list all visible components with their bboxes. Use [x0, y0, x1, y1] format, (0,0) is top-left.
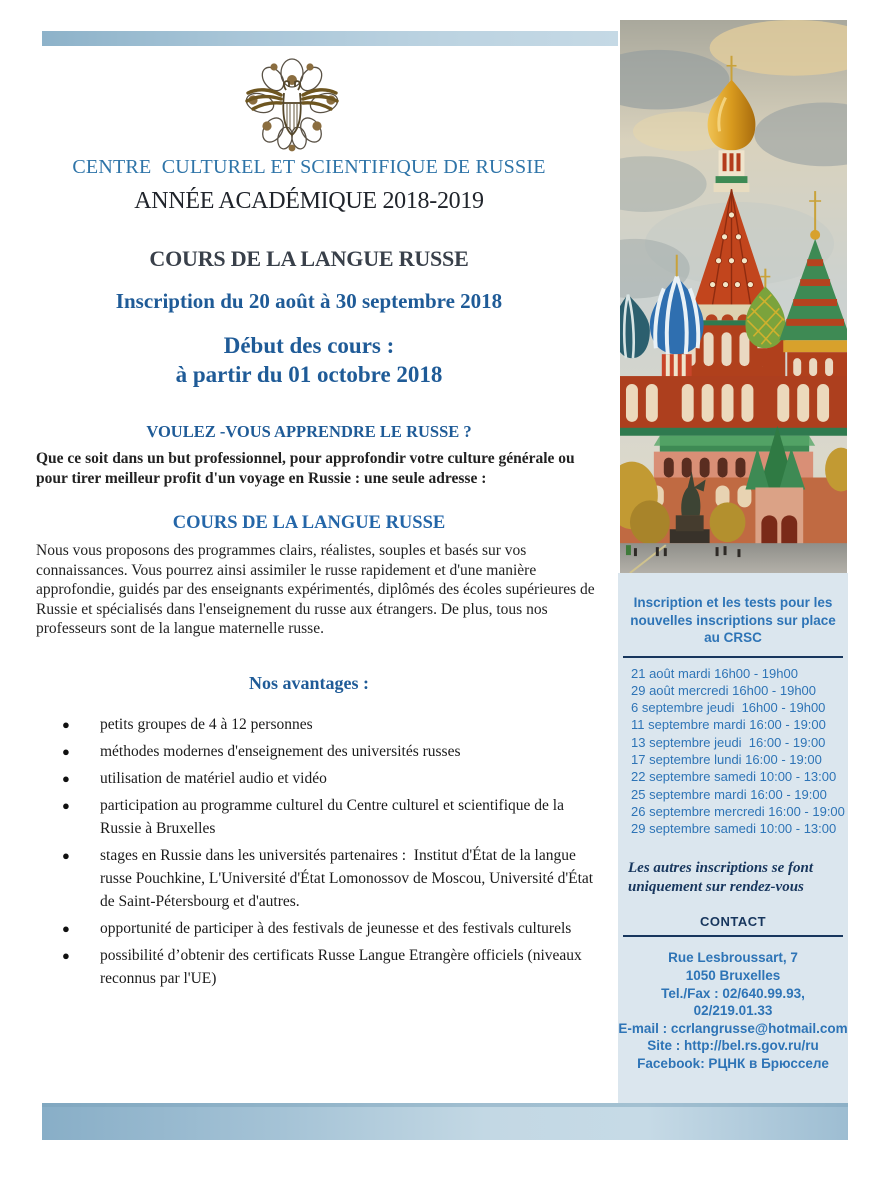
course-start-line2: à partir du 01 octobre 2018	[175, 362, 443, 387]
list-item: ● possibilité d’obtenir des certificats Russe Langue Etrangère officiels (niveaux reconnus par l'UE)	[60, 944, 608, 990]
bullet-icon: ●	[62, 948, 70, 963]
bullet-icon: ●	[62, 921, 70, 936]
list-item: ● participation au programme culturel du Centre culturel et scientifique de la Russie à Bruxelles	[60, 794, 608, 840]
schedule-entry: 6 septembre jeudi 16h00 - 19h00	[631, 700, 826, 716]
bottom-accent-bar	[42, 1103, 848, 1140]
st-basils-cathedral-photo	[620, 20, 847, 573]
appointment-note: Les autres inscriptions se font uniquement sur rendez-vous	[628, 860, 814, 896]
schedule-title: Inscription et les tests pour les nouvelles inscriptions sur place au CRSC	[630, 595, 836, 645]
course-title: COURS DE LA LANGUE RUSSE	[149, 246, 469, 271]
advantages-list	[60, 713, 608, 994]
contact-facebook: Facebook: РЦНК в Брюсселе	[637, 1056, 829, 1072]
advantages-heading: Nos avantages :	[249, 673, 369, 693]
list-item: ● utilisation de matériel audio et vidéo	[60, 767, 608, 790]
contact-phone-line2: 02/219.01.33	[693, 1003, 773, 1019]
contact-heading: CONTACT	[699, 914, 767, 930]
schedule-entry: 29 août mercredi 16h00 - 19h00	[631, 682, 817, 698]
bullet-icon: ●	[62, 848, 70, 863]
contact-info	[618, 949, 848, 1072]
bullet-icon: ●	[62, 798, 70, 813]
bullet-icon: ●	[62, 717, 70, 732]
organization-title: CENTRE CULTUREL ET SCIENTIFIQUE DE RUSSIE	[72, 156, 546, 178]
list-item: ● petits groupes de 4 à 12 personnes	[60, 713, 608, 736]
double-eagle-emblem-logo	[240, 56, 344, 156]
list-item: ● stages en Russie dans les universités partenaires : Institut d'État de la langue russe Pouchkine, L'Université d'État Lomonossov de Moscou, Université d'État de Saint-Pétersbourg et d'autres.	[60, 844, 608, 913]
top-accent-bar	[42, 31, 618, 46]
schedule-entry: 17 septembre lundi 16:00 - 19:00	[631, 751, 822, 767]
schedule-entry: 22 septembre samedi 10:00 - 13:00	[631, 769, 837, 785]
schedule-entry: 13 septembre jeudi 16:00 - 19:00	[631, 734, 826, 750]
contact-email: E-mail : ccrlangrusse@hotmail.com	[618, 1020, 848, 1036]
course-start-line1: Début des cours :	[223, 333, 395, 358]
question-heading: VOULEZ -VOUS APPRENDRE LE RUSSE ?	[146, 422, 472, 441]
schedule-entry: 26 septembre mercredi 16:00 - 19:00	[631, 803, 845, 819]
inscription-period: Inscription du 20 août à 30 septembre 2018	[115, 289, 503, 313]
schedule-entry: 11 septembre mardi 16:00 - 19:00	[631, 717, 826, 733]
description-paragraph: Nous vous proposons des programmes clairs, réalistes, souples et basés sur vos connaissances. Vous pourrez ainsi assimiler le russe rapidement et d'une manière approfondie, guidés par des enseignants expérimentés, diplômés des écoles supérieures de Russie et spécialisés dans l'enseignement du russe aux étrangers. De plus, tous nos professeurs sont de la langue maternelle russe.	[36, 542, 595, 637]
registration-info-panel	[618, 573, 848, 1103]
bullet-icon: ●	[62, 771, 70, 786]
contact-website: Site : http://bel.rs.gov.ru/ru	[647, 1038, 819, 1054]
schedule-list	[631, 665, 848, 838]
list-item: ● méthodes modernes d'enseignement des universités russes	[60, 740, 608, 763]
schedule-entry: 25 septembre mardi 16:00 - 19:00	[631, 786, 827, 802]
divider	[623, 935, 843, 937]
bullet-icon: ●	[62, 744, 70, 759]
academic-year-title: ANNÉE ACADÉMIQUE 2018-2019	[134, 188, 484, 214]
contact-phone-line1: Tel./Fax : 02/640.99.93,	[661, 985, 805, 1001]
course-title-repeat: COURS DE LA LANGUE RUSSE	[172, 513, 446, 533]
schedule-entry: 29 septembre samedi 10:00 - 13:00	[631, 821, 837, 837]
contact-address-line1: Rue Lesbroussart, 7	[668, 950, 798, 966]
contact-address-line2: 1050 Bruxelles	[685, 968, 781, 984]
schedule-entry: 21 août mardi 16h00 - 19h00	[631, 665, 798, 681]
intro-paragraph: Que ce soit dans un but professionnel, pour approfondir votre culture générale ou pour tirer meilleur profit d'un voyage en Russie : une seule adresse :	[36, 450, 575, 487]
list-item: ● opportunité de participer à des festivals de jeunesse et des festivals culturels	[60, 917, 608, 940]
divider	[623, 656, 843, 658]
course-start-heading	[0, 331, 618, 389]
